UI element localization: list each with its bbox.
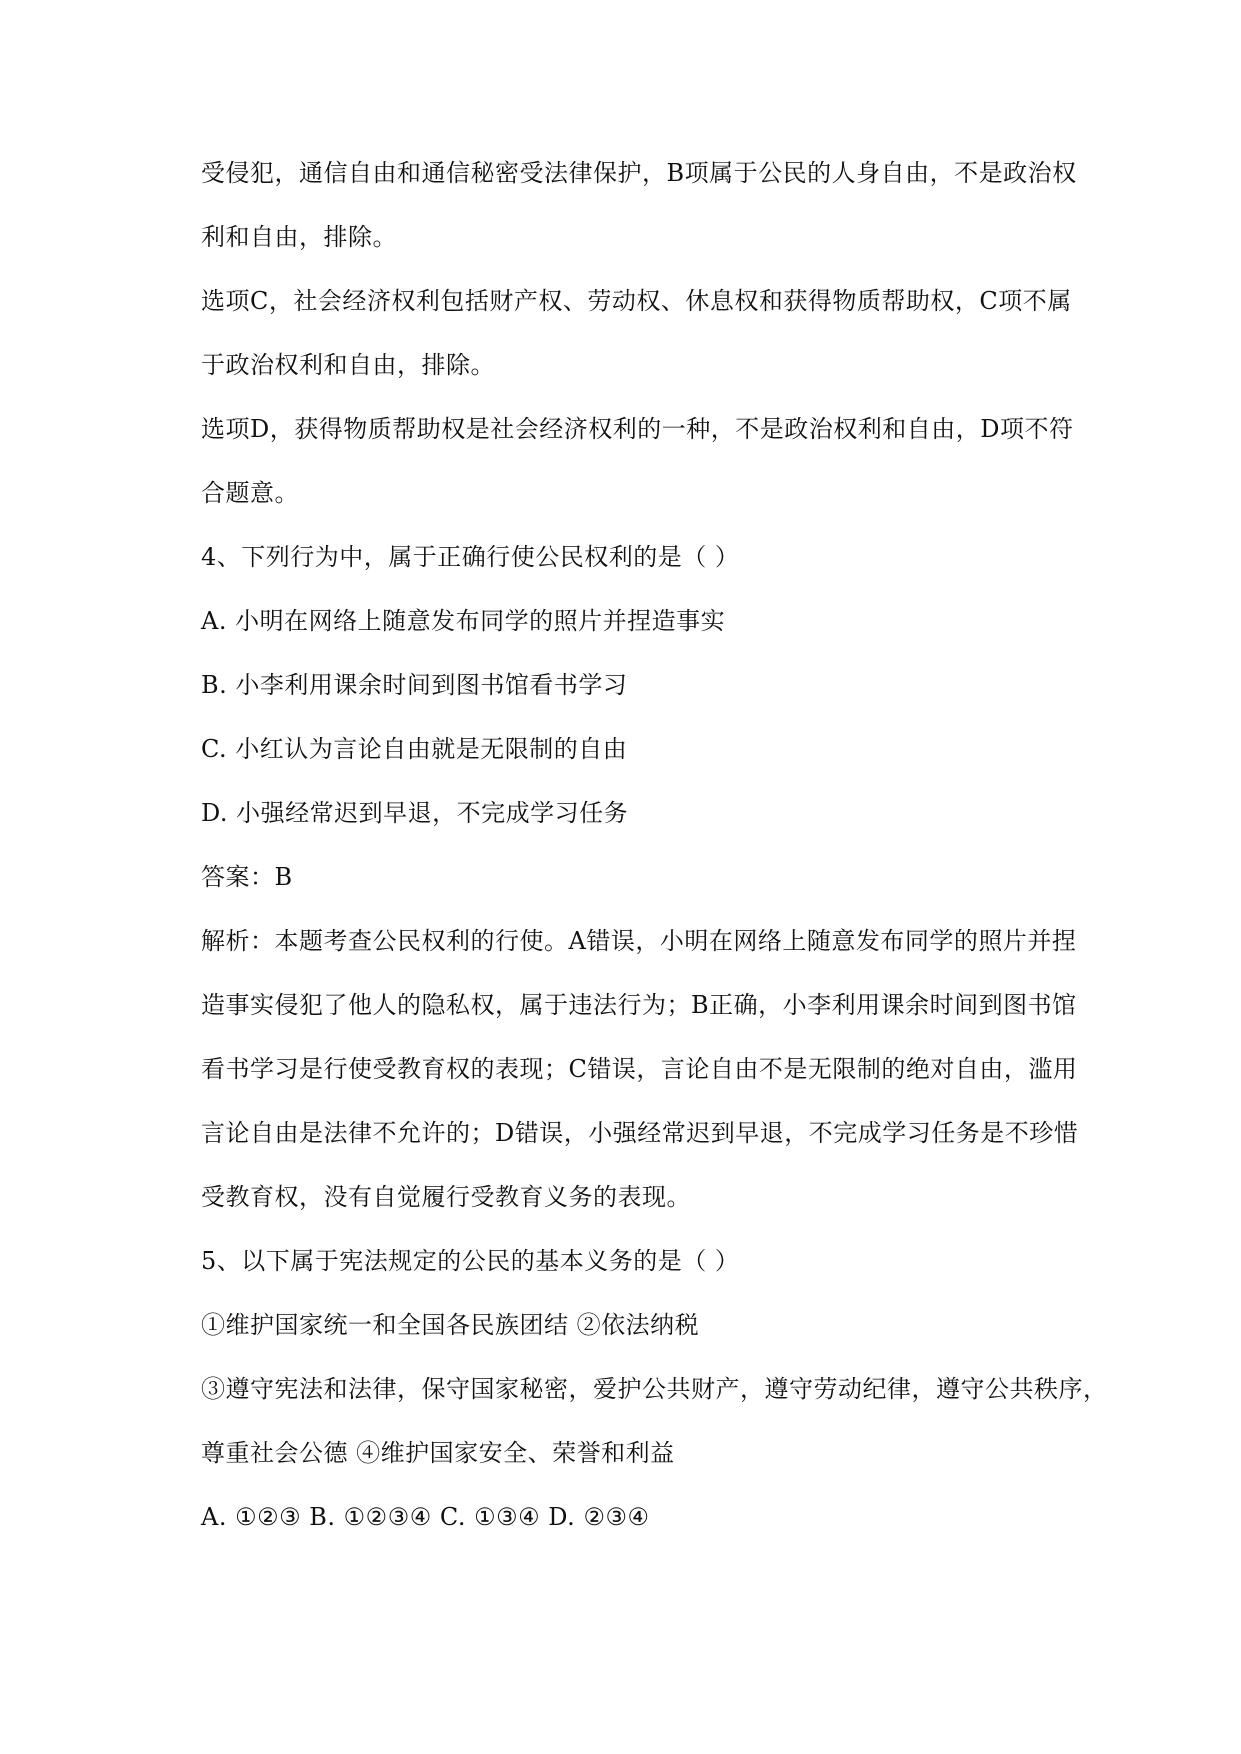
question-5-statement: ①维护国家统一和全国各民族团结 ②依法纳税 (201, 1311, 700, 1339)
question-4-explanation-line: 看书学习是行使受教育权的表现；C错误，言论自由不是无限制的绝对自由，滥用 (201, 1055, 1078, 1083)
question-5-options: A. ①②③ B. ①②③④ C. ①③④ D. ②③④ (201, 1503, 650, 1531)
question-4-explanation-line: 造事实侵犯了他人的隐私权，属于违法行为；B正确，小李利用课余时间到图书馆 (201, 991, 1077, 1019)
question-4-explanation-line: 受教育权，没有自觉履行受教育义务的表现。 (201, 1183, 691, 1211)
question-5-stem: 5、以下属于宪法规定的公民的基本义务的是（ ） (201, 1247, 740, 1275)
question-4-answer: 答案：B (201, 863, 293, 891)
text-line: 于政治权利和自由，排除。 (201, 351, 495, 379)
text-line: 受侵犯，通信自由和通信秘密受法律保护，B项属于公民的人身自由，不是政治权 (201, 159, 1077, 187)
question-4-explanation-line: 解析：本题考查公民权利的行使。A错误，小明在网络上随意发布同学的照片并捏 (201, 927, 1077, 955)
text-line: 利和自由，排除。 (201, 223, 397, 251)
question-4-option-d: D. 小强经常迟到早退，不完成学习任务 (201, 799, 629, 827)
question-4-option-a: A. 小明在网络上随意发布同学的照片并捏造事实 (201, 607, 726, 635)
text-line: 合题意。 (201, 479, 299, 507)
question-5-statement: ③遵守宪法和法律，保守国家秘密，爱护公共财产，遵守劳动纪律，遵守公共秩序， (201, 1375, 1108, 1403)
text-line: 选项C，社会经济权利包括财产权、劳动权、休息权和获得物质帮助权，C项不属 (201, 287, 1072, 315)
question-4-stem: 4、下列行为中，属于正确行使公民权利的是（ ） (201, 543, 740, 571)
text-line: 选项D，获得物质帮助权是社会经济权利的一种，不是政治权利和自由，D项不符 (201, 415, 1074, 443)
document-body (201, 141, 1108, 1549)
question-4-explanation-line: 言论自由是法律不允许的；D错误，小强经常迟到早退，不完成学习任务是不珍惜 (201, 1119, 1079, 1147)
question-5-statement: 尊重社会公德 ④维护国家安全、荣誉和利益 (201, 1439, 675, 1467)
question-4-option-c: C. 小红认为言论自由就是无限制的自由 (201, 735, 628, 763)
question-4-option-b: B. 小李利用课余时间到图书馆看书学习 (201, 671, 628, 699)
